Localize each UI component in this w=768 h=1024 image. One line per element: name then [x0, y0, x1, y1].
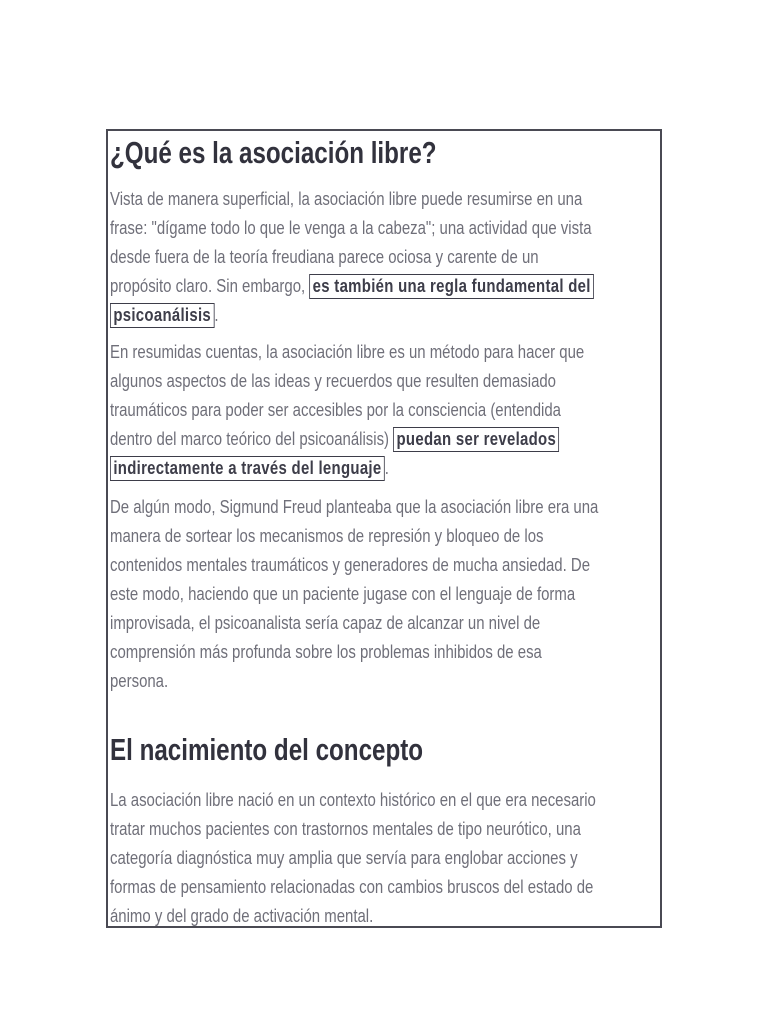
text-segment: . [214, 305, 219, 325]
text-segment: traumáticos para poder ser accesibles por la consciencia (entendida [110, 400, 561, 420]
linked-phrase[interactable]: es también una regla fundamental del [309, 274, 594, 299]
document-title: ¿Qué es la asociación libre? [110, 135, 437, 170]
document-page [106, 129, 662, 928]
text-line [110, 873, 594, 902]
text-line [110, 609, 567, 638]
text-line [110, 338, 585, 367]
text-line [110, 214, 592, 243]
text-segment: De algún modo, Sigmund Freud planteaba que la asociación libre era una [110, 497, 599, 517]
text-line [110, 844, 578, 873]
text-line [110, 396, 567, 425]
text-line [110, 815, 581, 844]
text-segment: algunos aspectos de las ideas y recuerdos que resulten demasiado [110, 371, 556, 391]
text-line [110, 902, 567, 928]
text-line [110, 272, 591, 301]
paragraph [110, 493, 660, 696]
text-segment: propósito claro. Sin embargo, [110, 276, 310, 296]
text-segment: dentro del marco teórico del psicoanálisis) [110, 429, 394, 449]
text-segment: categoría diagnóstica muy amplia que servía para englobar acciones y [110, 848, 578, 868]
text-segment: tratar muchos pacientes con trastornos mentales de tipo neurótico, una [110, 819, 581, 839]
text-segment: persona. [110, 671, 169, 691]
text-line [110, 185, 583, 214]
text-segment: improvisada, el psicoanalista sería capaz de alcanzar un nivel de [110, 613, 541, 633]
text-segment: En resumidas cuentas, la asociación libre es un método para hacer que [110, 342, 585, 362]
text-segment: comprensión más profunda sobre los problemas inhibidos de esa [110, 642, 542, 662]
text-line [110, 493, 599, 522]
text-segment: este modo, haciendo que un paciente jugase con el lenguaje de forma [110, 584, 576, 604]
text-line [110, 425, 567, 454]
linked-phrase[interactable]: indirectamente a través del lenguaje [110, 456, 385, 481]
text-line [110, 367, 567, 396]
text-segment: formas de pensamiento relacionadas con cambios bruscos del estado de [110, 877, 594, 897]
text-segment: Vista de manera superficial, la asociación libre puede resumirse en una [110, 189, 583, 209]
text-line [110, 667, 567, 696]
text-line [110, 454, 567, 483]
text-line [110, 522, 567, 551]
text-segment: ánimo y del grado de activación mental. [110, 906, 374, 926]
text-line [110, 243, 567, 272]
text-line [110, 638, 567, 667]
paragraph [110, 338, 660, 483]
text-segment: manera de sortear los mecanismos de represión y bloqueo de los [110, 526, 544, 546]
section-heading: El nacimiento del concepto [110, 732, 424, 767]
text-line [110, 301, 567, 330]
linked-phrase[interactable]: psicoanálisis [110, 303, 214, 328]
text-segment: . [384, 458, 389, 478]
text-segment: desde fuera de la teoría freudiana parece ociosa y carente de un [110, 247, 539, 267]
linked-phrase[interactable]: puedan ser revelados [393, 427, 559, 452]
text-segment: frase: "dígame todo lo que le venga a la cabeza"; una actividad que vista [110, 218, 592, 238]
paragraph [110, 786, 660, 928]
paragraph [110, 185, 660, 330]
text-line [110, 786, 596, 815]
text-segment: contenidos mentales traumáticos y generadores de mucha ansiedad. De [110, 555, 591, 575]
text-line [110, 580, 576, 609]
text-line [110, 551, 591, 580]
text-segment: La asociación libre nació en un contexto histórico en el que era necesario [110, 790, 596, 810]
